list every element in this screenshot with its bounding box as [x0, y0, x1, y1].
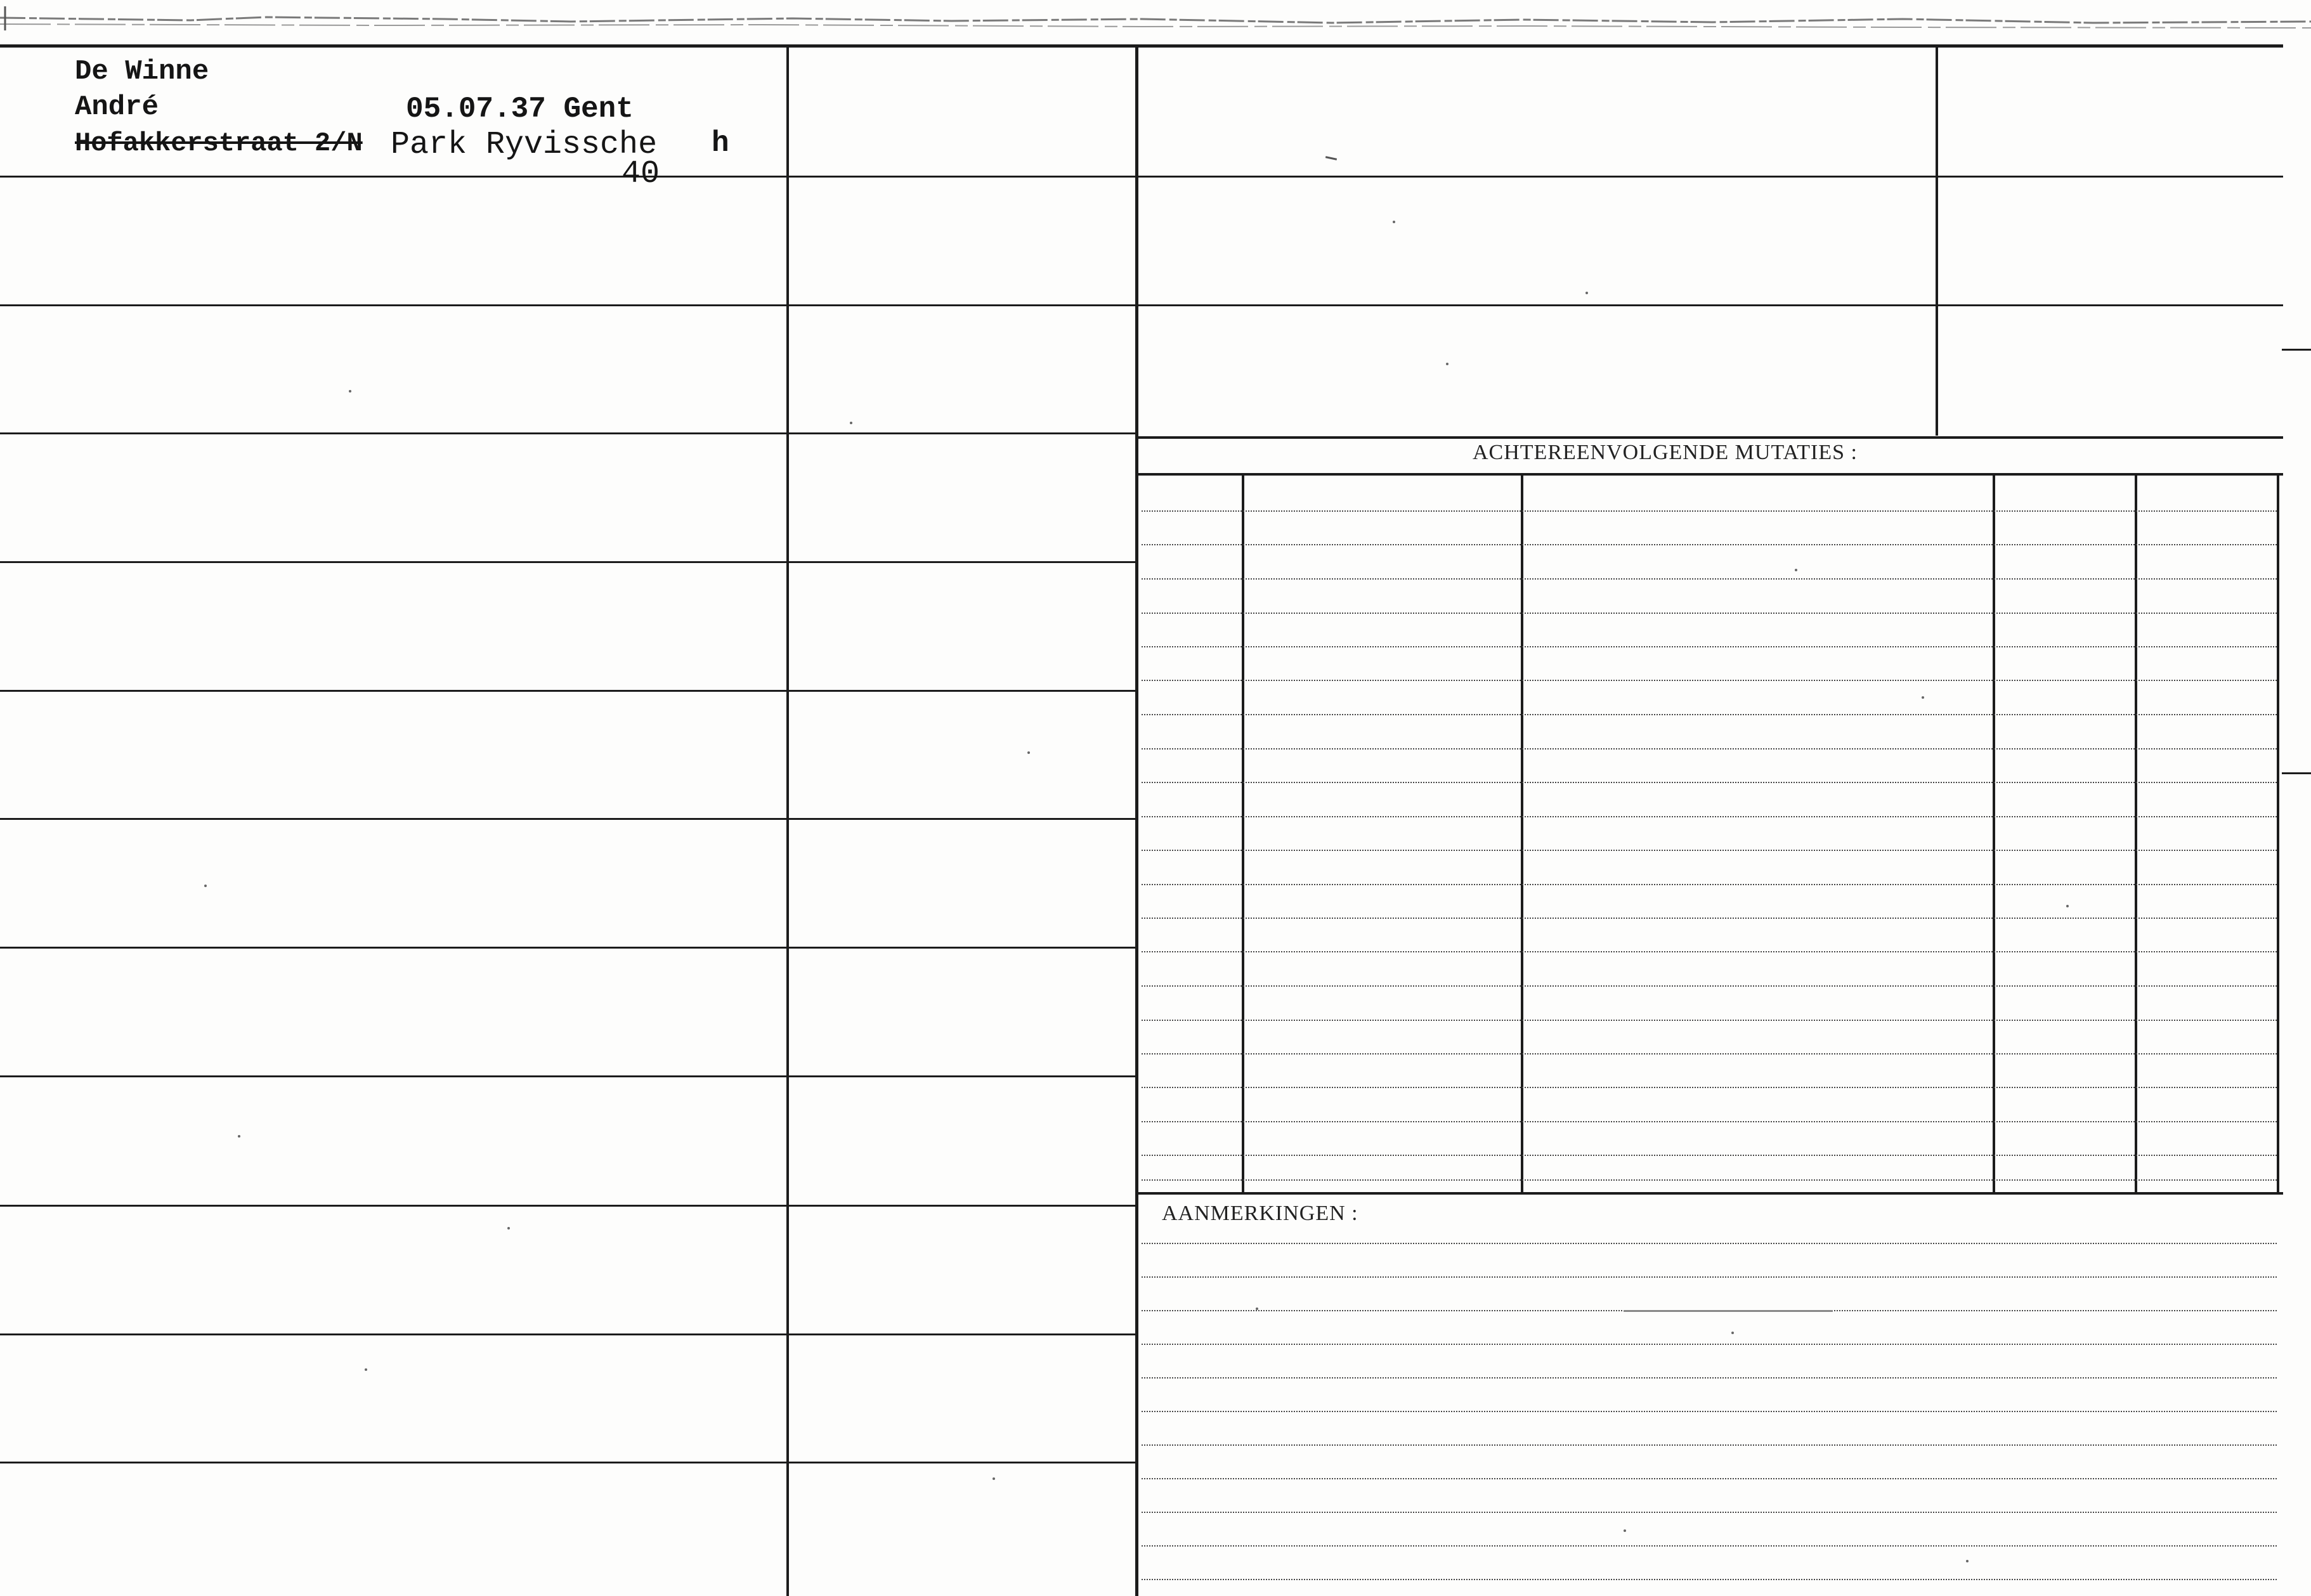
scan-speck — [1795, 569, 1797, 571]
mutations-table-top — [1138, 473, 2283, 476]
remarks-heading: AANMERKINGEN : — [1162, 1202, 1358, 1225]
left-row-line — [0, 1075, 1135, 1077]
mutations-col-divider — [1242, 476, 1244, 1192]
stray-dotted-fragment — [1624, 1310, 1833, 1312]
surname: De Winne — [75, 56, 209, 88]
scan-speck — [2066, 905, 2069, 907]
left-row-line — [0, 947, 1135, 949]
mutations-row-line — [1142, 646, 2277, 647]
mutations-heading: ACHTEREENVOLGENDE MUTATIES : — [1473, 441, 1858, 464]
left-row-line — [0, 304, 1135, 306]
remarks-line — [1142, 1512, 2277, 1513]
right-top-line — [1138, 176, 2283, 178]
scan-speck — [349, 390, 351, 393]
remarks-line — [1142, 1243, 2277, 1244]
mutations-row-line — [1142, 1179, 2277, 1181]
mutations-row-line — [1142, 1155, 2277, 1156]
mutations-row-line — [1142, 782, 2277, 783]
scan-speck — [1731, 1332, 1734, 1334]
left-row-line — [0, 432, 1135, 434]
mutations-row-line — [1142, 1087, 2277, 1088]
mutations-row-line — [1142, 680, 2277, 681]
right-top-line — [1138, 304, 2283, 306]
mutations-row-line — [1142, 1053, 2277, 1054]
mutations-row-line — [1142, 850, 2277, 851]
top-border — [0, 44, 2283, 48]
scan-speck — [1393, 221, 1395, 223]
left-column-divider — [786, 48, 789, 1596]
mutations-row-line — [1142, 985, 2277, 987]
mutations-row-line — [1142, 1020, 2277, 1021]
stray-mark — [1325, 156, 1337, 160]
remarks-line — [1142, 1444, 2277, 1446]
left-row-line — [0, 1333, 1135, 1335]
scan-speck — [1966, 1560, 1969, 1562]
scan-speck — [1446, 363, 1448, 365]
right-top-divider — [1936, 48, 1938, 436]
mutations-row-line — [1142, 748, 2277, 749]
scan-speck — [365, 1368, 367, 1371]
mutations-row-line — [1142, 918, 2277, 919]
remarks-line — [1142, 1276, 2277, 1278]
handwritten-mark: h — [712, 127, 729, 160]
right-edge-tick — [2282, 772, 2311, 774]
remarks-line — [1142, 1411, 2277, 1412]
mutations-row-line — [1142, 613, 2277, 614]
scan-speck — [1585, 292, 1588, 294]
right-edge-tick — [2282, 349, 2311, 351]
old-address-struck: Hofakkerstraat 2/N — [75, 128, 363, 159]
mutations-row-line — [1142, 544, 2277, 545]
remarks-line — [1142, 1344, 2277, 1345]
left-row-line — [0, 561, 1135, 563]
remarks-line — [1142, 1478, 2277, 1479]
scan-speck — [993, 1477, 995, 1480]
left-row-line — [0, 818, 1135, 820]
scan-speck — [507, 1227, 510, 1229]
scan-speck — [1624, 1529, 1626, 1532]
scan-top-edge — [0, 0, 2311, 39]
remarks-line — [1142, 1545, 2277, 1547]
birth-date-place: 05.07.37 Gent — [406, 93, 634, 126]
mutations-row-line — [1142, 510, 2277, 512]
scan-speck — [850, 422, 852, 424]
left-row-line — [0, 1205, 1135, 1207]
left-row-line — [0, 176, 1135, 178]
mutations-row-line — [1142, 578, 2277, 580]
new-address: Park Ryvissche — [391, 127, 658, 163]
scan-speck — [1027, 751, 1030, 754]
mutations-col-divider — [1993, 476, 1995, 1192]
given-name: André — [75, 91, 159, 123]
scan-speck — [238, 1135, 240, 1138]
mutations-col-divider — [2277, 476, 2279, 1192]
mutations-row-line — [1142, 884, 2277, 885]
mutations-table-bottom — [1138, 1192, 2283, 1195]
remarks-line — [1142, 1377, 2277, 1379]
mutations-row-line — [1142, 951, 2277, 952]
mutations-col-divider — [2135, 476, 2137, 1192]
scan-edge-noise — [0, 0, 2311, 39]
scan-speck — [1256, 1307, 1258, 1310]
mutations-row-line — [1142, 1121, 2277, 1122]
scan-speck — [204, 885, 207, 887]
left-row-line — [0, 690, 1135, 692]
middle-right-divider — [1135, 48, 1138, 1596]
mutations-col-divider — [1521, 476, 1523, 1192]
right-top-line — [1138, 436, 2283, 439]
scan-speck — [1922, 696, 1924, 699]
mutations-row-line — [1142, 816, 2277, 817]
mutations-row-line — [1142, 714, 2277, 715]
left-row-line — [0, 1462, 1135, 1463]
remarks-line — [1142, 1579, 2277, 1580]
house-number: 40 — [622, 156, 660, 192]
